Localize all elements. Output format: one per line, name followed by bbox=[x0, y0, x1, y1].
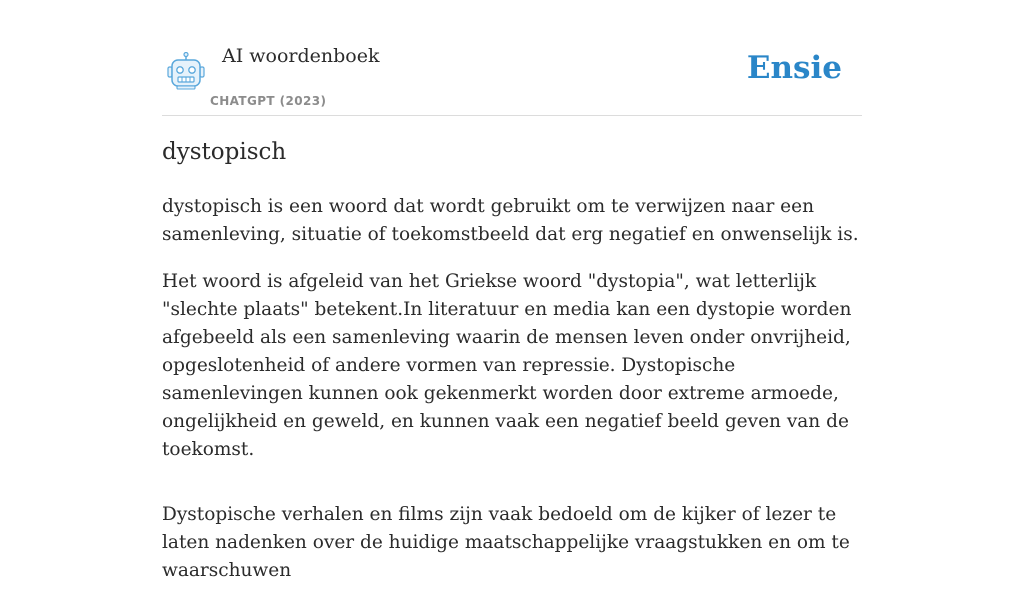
definition-paragraph: Het woord is afgeleid van het Griekse woord "dystopia", wat letterlijk "slechte plaats" betekent.In literatuur en media kan een dystopie worden afgebeeld als een samenleving waarin de mensen leven onder onvrijheid, opgeslotenheid of andere vormen van repressie. Dystopische samenlevingen kunnen ook gekenmerkt worden door extreme armoede, ongelijkheid en geweld, en kunnen vaak een negatief beeld geven van de toekomst. bbox=[162, 271, 852, 460]
brand-logo[interactable]: Ensie bbox=[746, 50, 842, 86]
entry-term: dystopisch bbox=[162, 139, 287, 165]
source-label: CHATGPT (2023) bbox=[210, 94, 327, 108]
definition-paragraph: dystopisch is een woord dat wordt gebruikt om te verwijzen naar een samenleving, situatie of toekomstbeeld dat erg negatief en onwenselijk is. bbox=[162, 196, 859, 245]
entry-definition bbox=[162, 193, 862, 604]
robot-icon bbox=[166, 52, 206, 90]
header bbox=[162, 0, 862, 116]
dictionary-title[interactable]: AI woordenboek bbox=[222, 45, 380, 67]
definition-paragraph: Dystopische verhalen en films zijn vaak bedoeld om de kijker of lezer te laten nadenken over de huidige maatschappelijke vraagstukken en om te waarschuwen bbox=[162, 504, 850, 581]
page bbox=[162, 0, 862, 581]
